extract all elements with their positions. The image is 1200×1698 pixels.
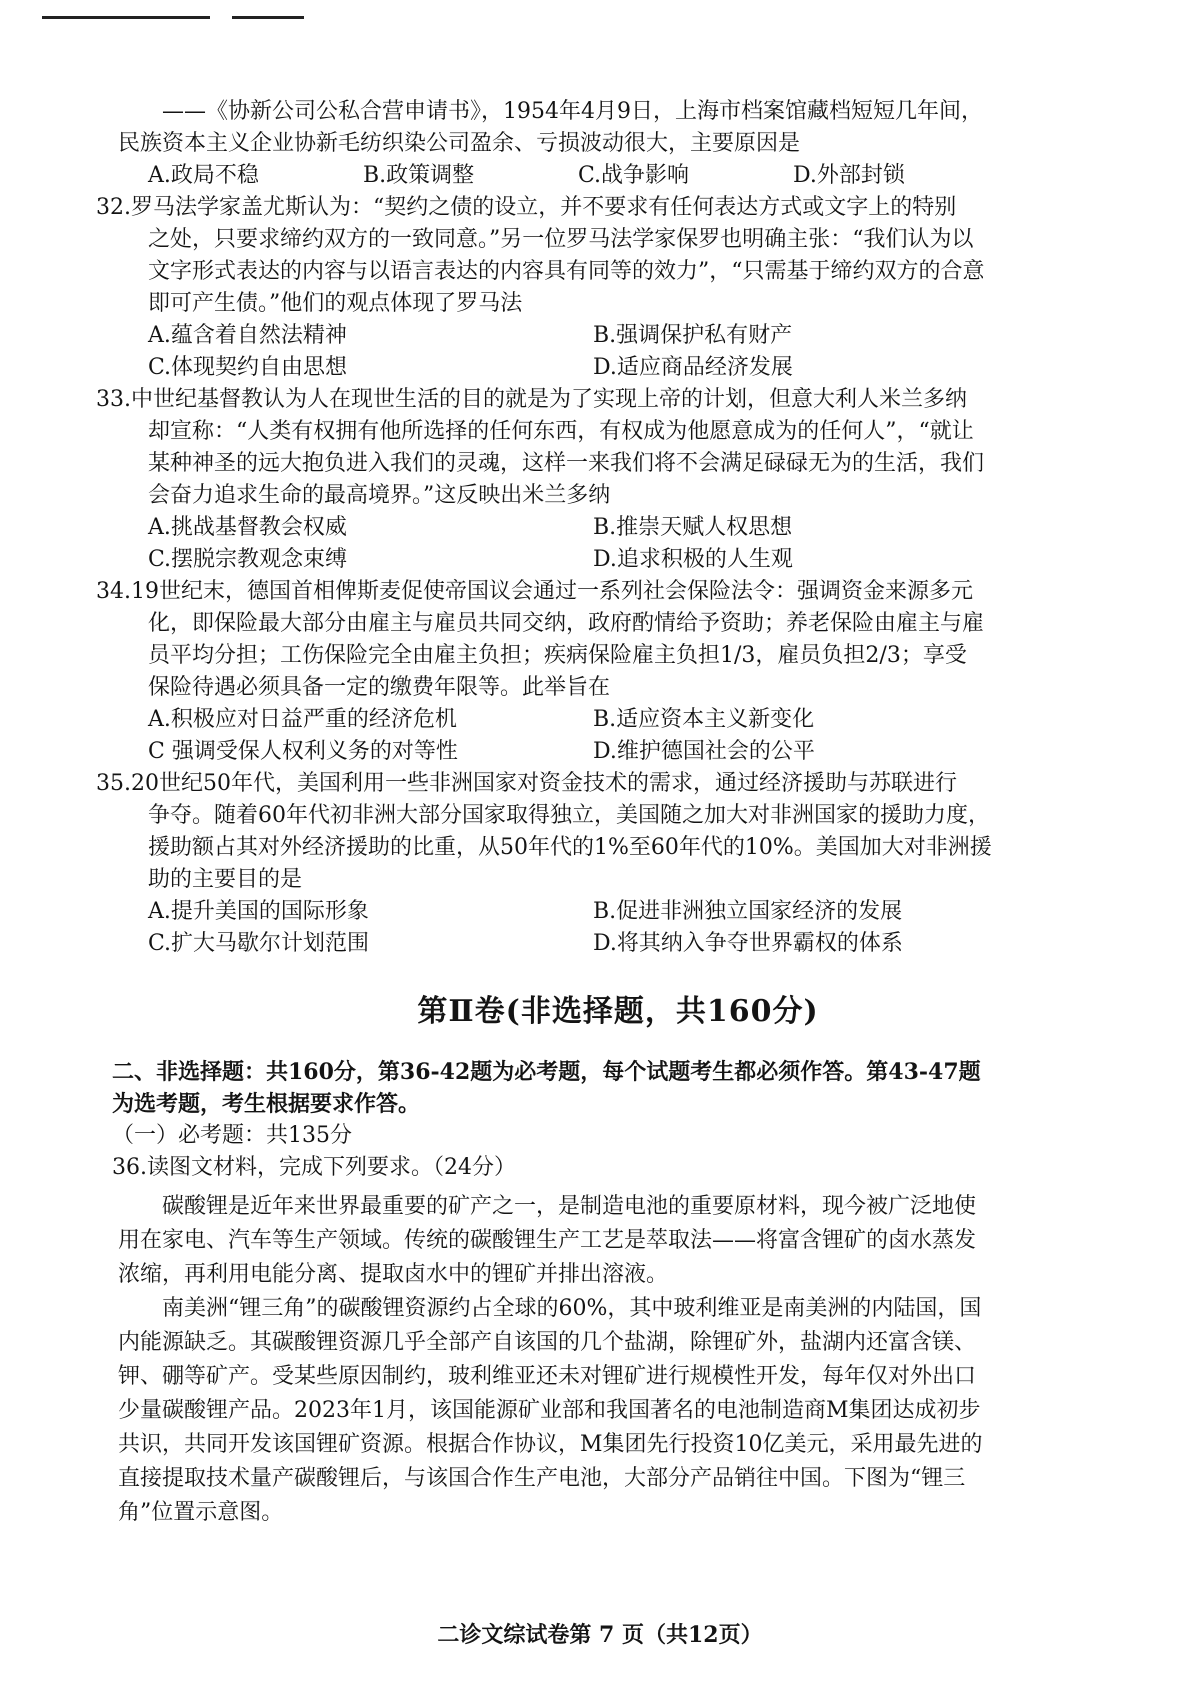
q34-line-4: 保险待遇必须具备一定的缴费年限等。此举旨在 bbox=[148, 675, 611, 700]
q33-line-4: 会奋力追求生命的最高境界。”这反映出米兰多纳 bbox=[148, 483, 611, 508]
q33-option-c: C.摆脱宗教观念束缚 bbox=[148, 547, 348, 572]
q35-option-c: C.扩大马歇尔计划范围 bbox=[148, 931, 370, 956]
q34-option-c: C 强调受保人权利义务的对等性 bbox=[148, 739, 458, 764]
q32-option-b: B.强调保护私有财产 bbox=[593, 323, 793, 348]
q36-para2-line-3: 钾、硼等矿产。受某些原因制约，玻利维亚还未对锂矿进行规模性开发，每年仅对外出口 bbox=[118, 1364, 977, 1389]
header-rule-right bbox=[232, 16, 304, 19]
q32-options-row2 bbox=[118, 352, 1118, 384]
q31-option-d: D.外部封锁 bbox=[793, 163, 905, 188]
q33-line-3: 某种神圣的远大抱负进入我们的灵魂，这样一来我们将不会满足碌碌无为的生活，我们 bbox=[148, 451, 985, 476]
q32-option-d: D.适应商品经济发展 bbox=[593, 355, 793, 380]
q36-para2-line-1: 南美洲“锂三角”的碳酸锂资源约占全球的60%，其中玻利维亚是南美洲的内陆国，国 bbox=[162, 1296, 982, 1321]
q33-option-a: A.挑战基督教会权威 bbox=[148, 515, 347, 540]
q31-options bbox=[118, 160, 1118, 192]
q36-para1-line-1: 碳酸锂是近年来世界最重要的矿产之一，是制造电池的重要原材料，现今被广泛地使 bbox=[162, 1194, 977, 1219]
q32-line-4: 即可产生债。”他们的观点体现了罗马法 bbox=[148, 291, 523, 316]
q31-option-c: C.战争影响 bbox=[578, 163, 690, 188]
q31-option-b: B.政策调整 bbox=[363, 163, 475, 188]
q34-line-2: 化，即保险最大部分由雇主与雇员共同交纳，政府酌情给予资助；养老保险由雇主与雇 bbox=[148, 611, 985, 636]
q36-para2-line-4: 少量碳酸锂产品。2023年1月，该国能源矿业部和我国著名的电池制造商M集团达成初步 bbox=[118, 1398, 981, 1423]
section-2-intro-line-2: 为选考题，考生根据要求作答。 bbox=[112, 1091, 421, 1117]
q35-line-3: 援助额占其对外经济援助的比重，从50年代的1%至60年代的10%。美国加大对非洲援 bbox=[148, 835, 992, 860]
q32-line-1: 32.罗马法学家盖尤斯认为：“契约之债的设立，并不要求有任何表达方式或文字上的特别 bbox=[96, 195, 957, 220]
q34-options-row2 bbox=[118, 736, 1118, 768]
q32-option-c: C.体现契约自由思想 bbox=[148, 355, 348, 380]
q34-option-a: A.积极应对日益严重的经济危机 bbox=[148, 707, 457, 732]
q34-option-b: B.适应资本主义新变化 bbox=[593, 707, 815, 732]
q36-para2-line-7: 角”位置示意图。 bbox=[118, 1500, 284, 1525]
q35-option-d: D.将其纳入争夺世界霸权的体系 bbox=[593, 931, 903, 956]
q35-line-4: 助的主要目的是 bbox=[148, 867, 303, 892]
header-rule-left bbox=[42, 16, 210, 19]
q34-line-3: 员平均分担；工伤保险完全由雇主负担；疾病保险雇主负担1/3，雇员负担2/3；享受 bbox=[148, 643, 967, 668]
q34-option-d: D.维护德国社会的公平 bbox=[593, 739, 815, 764]
q36-para2-line-2: 内能源缺乏。其碳酸锂资源几乎全部产自该国的几个盐湖，除锂矿外，盐湖内还富含镁、 bbox=[118, 1330, 977, 1355]
q35-option-a: A.提升美国的国际形象 bbox=[148, 899, 369, 924]
q33-option-b: B.推崇天赋人权思想 bbox=[593, 515, 793, 540]
q35-line-2: 争夺。随着60年代初非洲大部分国家取得独立，美国随之加大对非洲国家的援助力度， bbox=[148, 803, 990, 828]
q31-stem: 民族资本主义企业协新毛纺织染公司盈余、亏损波动很大，主要原因是 bbox=[118, 131, 801, 156]
q35-line-1: 35.20世纪50年代，美国利用一些非洲国家对资金技术的需求，通过经济援助与苏联进行 bbox=[96, 771, 957, 796]
q36-para1-line-3: 浓缩，再利用电能分离、提取卤水中的锂矿并排出溶液。 bbox=[118, 1262, 669, 1287]
q36-para2-line-6: 直接提取技术量产碳酸锂后，与该国合作生产电池，大部分产品销往中国。下图为“锂三 bbox=[118, 1466, 966, 1491]
q32-line-3: 文字形式表达的内容与以语言表达的内容具有同等的效力”，“只需基于缔约双方的合意 bbox=[148, 259, 985, 284]
q36-para2-line-5: 共识，共同开发该国锂矿资源。根据合作协议，M集团先行投资10亿美元，采用最先进的 bbox=[118, 1432, 983, 1457]
q34-line-1: 34.19世纪末，德国首相俾斯麦促使帝国议会通过一系列社会保险法令：强调资金来源多元 bbox=[96, 579, 973, 604]
q31-source: ——《协新公司公私合营申请书》，1954年4月9日，上海市档案馆藏档短短几年间， bbox=[162, 99, 983, 124]
q32-options-row1 bbox=[118, 320, 1118, 352]
section-2-intro-line-1: 二、非选择题：共160分，第36-42题为必考题，每个试题考生都必须作答。第43-47题 bbox=[112, 1059, 981, 1085]
page-footer: 二诊文综试卷第 7 页（共12页） bbox=[437, 1622, 763, 1648]
q31-option-a: A.政局不稳 bbox=[148, 163, 259, 188]
exam-page bbox=[96, 96, 1118, 1530]
q33-line-1: 33.中世纪基督教认为人在现世生活的目的就是为了实现上帝的计划，但意大利人米兰多纳 bbox=[96, 387, 967, 412]
q32-option-a: A.蕴含着自然法精神 bbox=[148, 323, 347, 348]
q33-line-2: 却宣称：“人类有权拥有他所选择的任何东西，有权成为他愿意成为的任何人”，“就让 bbox=[148, 419, 974, 444]
q33-options-row1 bbox=[118, 512, 1118, 544]
q34-options-row1 bbox=[118, 704, 1118, 736]
q35-options-row1 bbox=[118, 896, 1118, 928]
section-2-title: 第Ⅱ卷(非选择题，共160分) bbox=[417, 994, 819, 1029]
q36-title: 36.读图文材料，完成下列要求。（24分） bbox=[112, 1155, 516, 1180]
q33-option-d: D.追求积极的人生观 bbox=[593, 547, 793, 572]
section-2-part-1: （一）必考题：共135分 bbox=[112, 1123, 352, 1148]
q33-options-row2 bbox=[118, 544, 1118, 576]
q36-para1-line-2: 用在家电、汽车等生产领域。传统的碳酸锂生产工艺是萃取法——将富含锂矿的卤水蒸发 bbox=[118, 1228, 977, 1253]
q35-options-row2 bbox=[118, 928, 1118, 960]
q35-option-b: B.促进非洲独立国家经济的发展 bbox=[593, 899, 903, 924]
q32-line-2: 之处，只要求缔约双方的一致同意。”另一位罗马法学家保罗也明确主张：“我们认为以 bbox=[148, 227, 974, 252]
